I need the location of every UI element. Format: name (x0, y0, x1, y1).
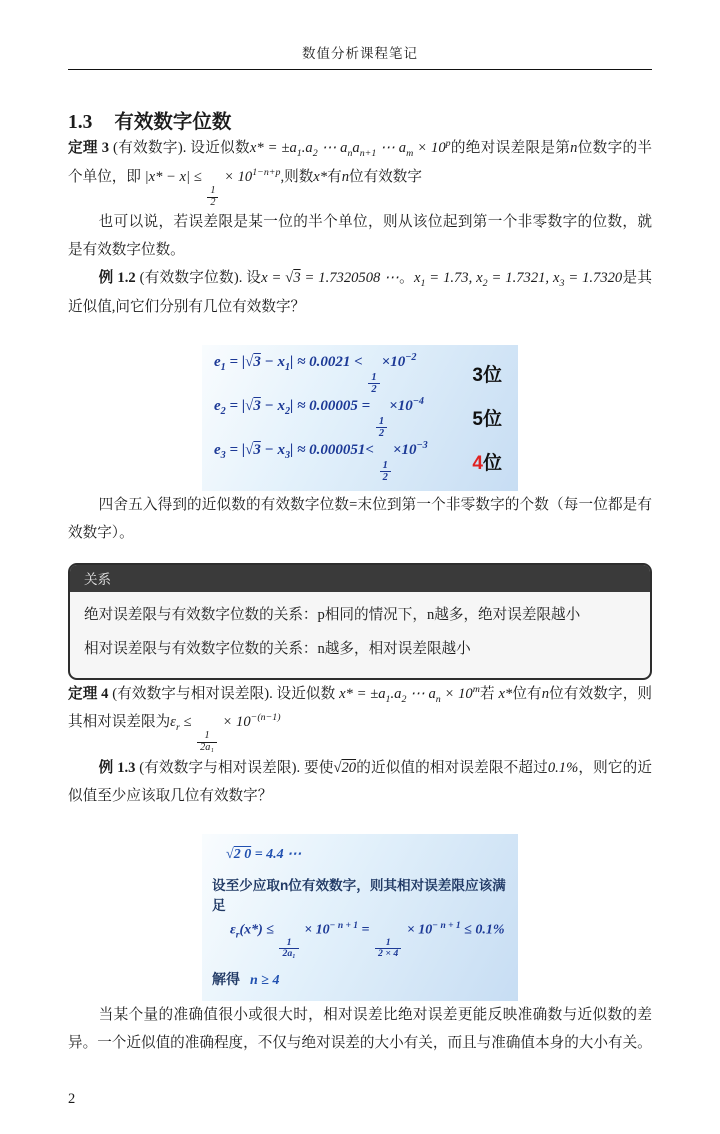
slide2-solve-label: 解得 (212, 970, 240, 987)
math-token: n (541, 685, 550, 702)
math-token: 2 (312, 147, 318, 159)
math-token: −(n−1) (250, 712, 281, 724)
math-token: x = (261, 270, 286, 287)
theorem-4-label: 定理 4 (68, 685, 109, 702)
math-token: 2 (376, 427, 387, 439)
math-token: .a (301, 140, 313, 156)
math-token: a (352, 140, 360, 156)
math-token: 3 (220, 449, 226, 461)
math-token: 设 (246, 270, 262, 287)
slide2-solve-result (250, 973, 279, 988)
math-token: 1 (371, 371, 377, 383)
explanation-text: 也可以说，若误差限是某一位的半个单位，则从该位起到第一个非零数字的位数，就是有效数字位数。 (68, 214, 652, 259)
slide1-row-e2 (214, 395, 502, 439)
math-token (207, 186, 218, 208)
theorem-3-label: 定理 3 (68, 140, 110, 156)
math-token: 2 (482, 278, 488, 290)
math-token: 是其近似值,问它们分别有几位有效数字？ (68, 270, 652, 316)
math-token: 1 (420, 278, 426, 290)
math-token: 要使 (303, 759, 334, 776)
slide1-unit-e3: 位 (482, 452, 502, 474)
math-token: 2 × 4 (375, 948, 401, 959)
slide1-digit-e3-highlighted: 4 (472, 452, 483, 474)
math-token: 20 (341, 759, 357, 776)
math-token: = | (225, 441, 246, 458)
math-token: r (175, 722, 180, 734)
relation-box-header (70, 565, 650, 592)
math-token: 3 (253, 397, 261, 414)
slide2-solution-line (212, 969, 506, 989)
example-1-2-paren: (有效数字位数). (135, 270, 247, 287)
math-token: = 1.7320508 ⋯ (300, 270, 399, 287)
math-token: 3 (284, 449, 291, 461)
math-token (380, 460, 391, 483)
math-token: 1 (378, 415, 385, 427)
math-token: − x (260, 353, 285, 370)
math-token: = (358, 922, 374, 938)
slide2-inequality-line (212, 921, 506, 960)
math-token: 3 (559, 278, 565, 290)
math-token: (x*) ≤ (239, 922, 278, 938)
math-token: √ (245, 353, 254, 370)
math-token: 位有效数字 (348, 168, 422, 185)
running-header (68, 0, 652, 62)
slide1-row-e3 (214, 439, 502, 483)
slide1-result-e1 (472, 360, 502, 387)
math-token: 1 (382, 459, 388, 471)
math-token: ⋯ a (376, 140, 407, 156)
math-token: m (472, 683, 480, 695)
section-number: 1.3 (68, 112, 93, 133)
math-token: 1 (204, 730, 210, 742)
math-token: × 10 (403, 922, 433, 938)
slide1-result-e2 (472, 404, 502, 431)
math-token: 1 (220, 361, 226, 373)
slide1-equation-e2 (214, 396, 424, 439)
math-token: ，则它的近似值至少应该取几位有效数字？ (68, 759, 652, 804)
math-token: 1 (296, 147, 302, 159)
theorem-4-paragraph (68, 680, 652, 754)
math-token: = 1.7320 (564, 270, 623, 287)
header-rule (68, 69, 652, 70)
math-token: ×10 (389, 397, 413, 414)
math-token: − x (260, 397, 285, 414)
math-token: − n + 1 (432, 920, 461, 931)
section-heading (68, 106, 652, 134)
relation-box-title: 关系 (84, 572, 111, 588)
math-token: −2 (405, 351, 417, 363)
math-token: 1 (286, 937, 292, 949)
relation-callout-box (68, 563, 652, 679)
slide-image-significant-digits (202, 345, 518, 491)
running-header-title: 数值分析课程笔记 (302, 46, 418, 61)
math-token: ×10 (381, 353, 406, 370)
math-token: 有 (327, 168, 342, 185)
math-token: 的绝对误差限是第 (450, 140, 571, 156)
math-token: = | (225, 353, 246, 370)
math-token: | ≈ 0.000051< (290, 441, 378, 458)
slide1-equation-e3 (214, 440, 428, 483)
math-token: √ (333, 759, 342, 776)
math-token: 2 (380, 471, 391, 483)
math-token: ⋯ a (406, 685, 436, 702)
math-token: 2a₁ (197, 742, 217, 754)
math-token: −3 (416, 439, 428, 451)
math-token (375, 938, 401, 960)
math-token: x* (313, 168, 328, 185)
slide-image-relative-error (202, 834, 518, 1001)
math-token (279, 938, 298, 960)
math-token: n (570, 140, 578, 156)
math-token: x* (498, 685, 513, 702)
math-token: 位有 (512, 685, 542, 702)
math-token: .a (390, 685, 402, 702)
slide2-assumption-line: 设至少应取n位有效数字，则其相对误差限应该满足 (212, 877, 506, 913)
math-token: n+1 (359, 147, 377, 159)
math-token: | ≈ 0.00005 = (290, 397, 374, 414)
math-token: p (445, 138, 451, 150)
math-token: 2 (207, 197, 218, 209)
math-token: n (435, 693, 441, 705)
math-token: = 4.4 ⋯ (251, 846, 302, 862)
math-token: m (406, 147, 414, 159)
slide2-sqrt20-line (212, 846, 506, 863)
math-token: 2 (220, 405, 226, 417)
relation-line-absolute: 绝对误差限与有效数字位数的关系：p相同的情况下，n越多，绝对误差限越小 (84, 607, 581, 624)
math-token: e (214, 441, 221, 458)
slide1-result-e3 (472, 448, 502, 475)
slide1-digit-e2: 5 (472, 408, 483, 430)
rounding-rule-text: 四舍五入得到的近似数的有效数字位数=末位到第一个非零数字的个数（每一位都是有效数字）。 (68, 497, 652, 542)
theorem-3-paren: (有效数字). (109, 140, 191, 156)
slide1-unit-e1: 位 (482, 364, 502, 386)
math-token: n (347, 147, 353, 159)
math-token: ε (230, 922, 236, 938)
page-number: 2 (68, 1091, 76, 1107)
math-token: −4 (412, 395, 424, 407)
math-token: √ (285, 270, 294, 287)
math-token: = | (225, 397, 246, 414)
math-token: 位数字的半个单位，即 (68, 140, 652, 185)
math-token: × 10 (218, 714, 251, 731)
math-token: − n + 1 (329, 920, 359, 931)
example-1-3-paren: (有效数字与相对误差限). (135, 759, 304, 776)
math-token: = 1.7321, x (487, 270, 560, 287)
theorem-3-paragraph (68, 134, 652, 208)
math-token: 2a₁ (279, 948, 298, 959)
slide1-equation-e1 (214, 352, 416, 395)
math-token: ε (170, 714, 176, 731)
math-token: |x* − x| ≤ (144, 168, 206, 185)
math-token: √ (226, 846, 234, 862)
math-token: 3 (293, 270, 301, 287)
example-1-3-paragraph (68, 754, 652, 810)
math-token: 设近似数 (276, 685, 340, 702)
math-token: 2 0 (233, 846, 252, 862)
math-token: × 10 (220, 168, 253, 185)
math-token: x* = ±a (249, 140, 297, 156)
math-token: ×10 (392, 441, 417, 458)
math-token: √ (245, 397, 254, 414)
math-token: x (413, 270, 421, 287)
math-token: 。 (398, 270, 414, 287)
math-token: ⋯ a (317, 140, 348, 156)
math-token (368, 372, 379, 395)
example-1-2-label: 例 1.2 (98, 270, 136, 287)
math-token: | ≈ 0.0021 < (290, 353, 367, 370)
math-token: x* = ±a (339, 685, 386, 702)
math-token: × 10 (300, 922, 330, 938)
math-token: 1 (284, 361, 291, 373)
math-token: 若 (479, 685, 499, 702)
math-token (376, 416, 387, 439)
slide1-digit-e1: 3 (472, 364, 483, 386)
math-token: n (341, 168, 349, 185)
math-token: r (235, 930, 240, 941)
closing-text: 当某个量的准确值很小或很大时，相对误差比绝对误差更能反映准确数与近似数的差异。一个近似值的准确程度，不仅与绝对误差的大小有关，而且与准确值本身的大小有关。 (68, 1006, 652, 1051)
explanation-paragraph (68, 208, 652, 264)
math-token: 2 (284, 405, 291, 417)
math-token: 1 (385, 937, 391, 949)
math-token: − x (260, 441, 285, 458)
math-token: 2 (401, 693, 407, 705)
math-token: ,则数 (280, 168, 314, 185)
example-1-2-paragraph (68, 264, 652, 321)
math-token: n ≥ 4 (250, 972, 280, 988)
slide1-unit-e2: 位 (482, 408, 502, 430)
math-token: × 10 (440, 685, 473, 702)
math-token (197, 731, 217, 753)
slide1-row-e1 (214, 351, 502, 395)
math-token: e (214, 397, 221, 414)
math-token: ≤ 0.1% (460, 922, 505, 938)
section-title-text: 有效数字位数 (114, 111, 232, 133)
math-token: e (214, 353, 221, 370)
math-token: 0.1% (547, 759, 579, 776)
relation-box-body (70, 592, 650, 677)
math-token: √ (245, 441, 254, 458)
theorem-4-paren: (有效数字与相对误差限). (108, 685, 277, 702)
math-token: = 1.73, x (425, 270, 483, 287)
math-token: × 10 (413, 140, 446, 156)
closing-paragraph (68, 1001, 652, 1057)
math-token: 1−n+p (252, 167, 281, 179)
relation-line-relative: 相对误差限与有效数字位数的关系：n越多，相对误差限越小 (84, 640, 471, 657)
math-token: 2 (368, 383, 379, 395)
math-token: 3 (253, 441, 261, 458)
math-token: 3 (253, 353, 261, 370)
math-token: ≤ (179, 714, 196, 731)
math-token: 位有效数字，则其相对误差限为 (68, 685, 652, 731)
math-token: 1 (385, 693, 391, 705)
example-1-3-label: 例 1.3 (98, 759, 136, 776)
math-token: 的近似值的相对误差限不超过 (356, 759, 548, 776)
math-token: 1 (210, 184, 216, 196)
rounding-rule-paragraph (68, 491, 652, 547)
math-token: 设近似数 (190, 140, 250, 156)
